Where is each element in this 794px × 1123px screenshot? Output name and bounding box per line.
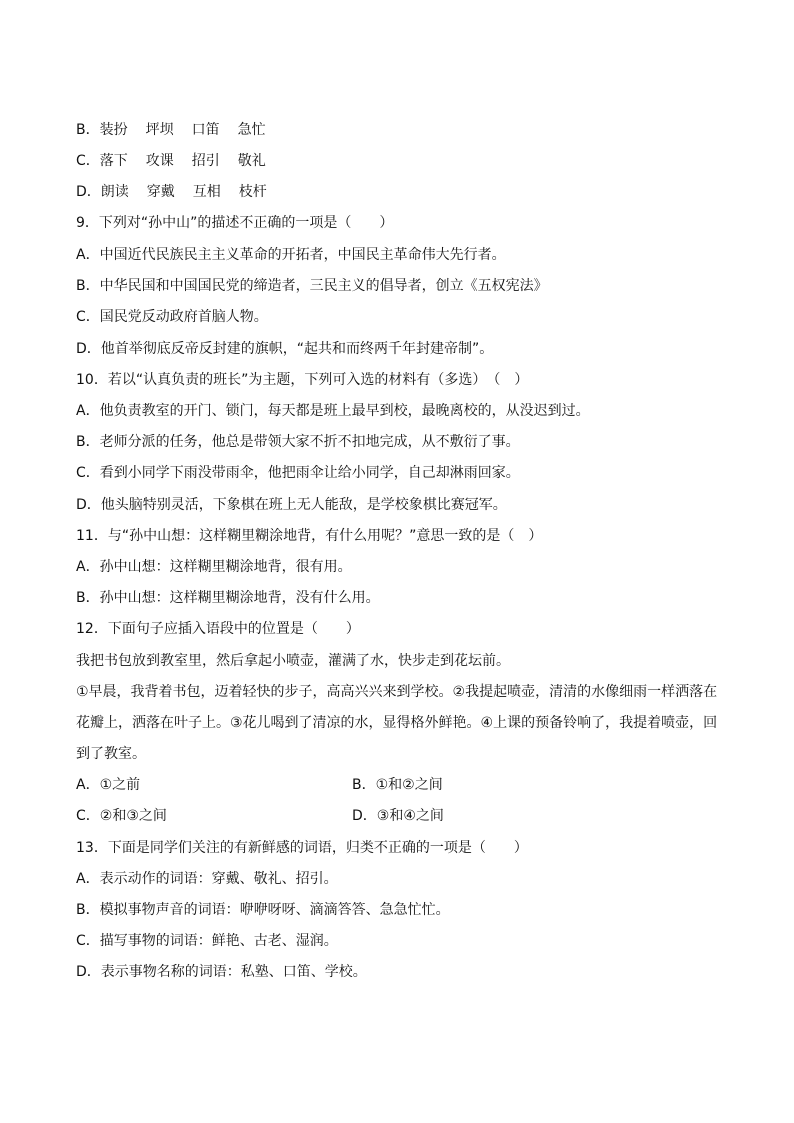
q10-stem: 10．若以“认真负责的班长”为主题，下列可入选的材料有（多选） （ ） — [76, 372, 529, 388]
q8-option-c — [76, 151, 734, 171]
option-prefix: C． — [76, 153, 100, 169]
word: 口笛 — [191, 122, 220, 138]
q12-option-b: B．①和②之间 — [352, 777, 443, 793]
word: 穿戴 — [146, 184, 175, 200]
q13-option-d: D．表示事物名称的词语：私塾、口笛、学校。 — [76, 964, 367, 980]
q13-option-c: C．描写事物的词语：鲜艳、古老、湿润。 — [76, 933, 338, 949]
q10-option-b: B．老师分派的任务，他总是带领大家不折不扣地完成，从不敷衍了事。 — [76, 434, 520, 450]
word: 坪坝 — [145, 122, 174, 138]
q10-option-c: C．看到小同学下雨没带雨伞，他把雨伞让给小同学，自己却淋雨回家。 — [76, 465, 520, 481]
q9-option-c: C．国民党反动政府首脑人物。 — [76, 309, 268, 325]
q11-option-a: A．孙中山想：这样糊里糊涂地背，很有用。 — [76, 559, 352, 575]
word: 落下 — [99, 153, 128, 169]
option-prefix: B． — [76, 122, 100, 138]
word: 互相 — [192, 184, 221, 200]
q10-option-d: D．他头脑特别灵活，下象棋在班上无人能敌，是学校象棋比赛冠军。 — [76, 497, 507, 513]
q9-option-d: D．他首举彻底反帝反封建的旗帜，“起共和而终两千年封建帝制”。 — [76, 341, 494, 357]
word: 敬礼 — [237, 153, 266, 169]
q8-option-d — [76, 182, 734, 202]
word: 枝杆 — [238, 184, 267, 200]
q9-stem: 9．下列对“孙中山”的描述不正确的一项是（ ） — [76, 215, 394, 231]
q11-option-b: B．孙中山想：这样糊里糊涂地背，没有什么用。 — [76, 590, 380, 606]
q12-option-d: D．③和④之间 — [352, 808, 444, 824]
q12-passage-line: 花瓣上，洒落在叶子上。③花儿喝到了清凉的水，显得格外鲜艳。④上课的预备铃响了，我提着喷壶，回 — [76, 715, 718, 731]
option-prefix: D． — [76, 184, 101, 200]
q13-stem: 13．下面是同学们关注的有新鲜感的词语，归类不正确的一项是（ ） — [76, 840, 528, 856]
word: 装扮 — [99, 122, 128, 138]
q13-option-b: B．模拟事物声音的词语：咿咿呀呀、滴滴答答、急急忙忙。 — [76, 902, 450, 918]
q12-sentence: 我把书包放到教室里，然后拿起小喷壶，灌满了水，快步走到花坛前。 — [76, 653, 510, 669]
word: 朗读 — [100, 184, 129, 200]
word: 招引 — [191, 153, 220, 169]
q9-option-a: A．中国近代民族民主主义革命的开拓者，中国民主革命伟大先行者。 — [76, 247, 506, 263]
q12-passage-line: ①早晨，我背着书包，迈着轻快的步子，高高兴兴来到学校。②我提起喷壶，清清的水像细雨一样洒落在 — [76, 684, 718, 700]
q13-option-a: A．表示动作的词语：穿戴、敬礼、招引。 — [76, 871, 338, 887]
word: 攻课 — [145, 153, 174, 169]
word: 急忙 — [237, 122, 266, 138]
q12-option-a: A．①之前 — [76, 777, 141, 793]
q10-option-a: A．他负责教室的开门、锁门，每天都是班上最早到校，最晚离校的，从没迟到过。 — [76, 403, 590, 419]
q12-passage-line: 到了教室。 — [76, 746, 146, 762]
q8-option-b — [76, 120, 734, 140]
q12-stem: 12．下面句子应插入语段中的位置是（ ） — [76, 621, 360, 637]
q9-option-b: B．中华民国和中国国民党的缔造者，三民主义的倡导者，创立《五权宪法》 — [76, 278, 548, 294]
q12-option-c: C．②和③之间 — [76, 808, 167, 824]
q11-stem: 11．与“孙中山想：这样糊里糊涂地背，有什么用呢？”意思一致的是（ ） — [76, 528, 543, 544]
